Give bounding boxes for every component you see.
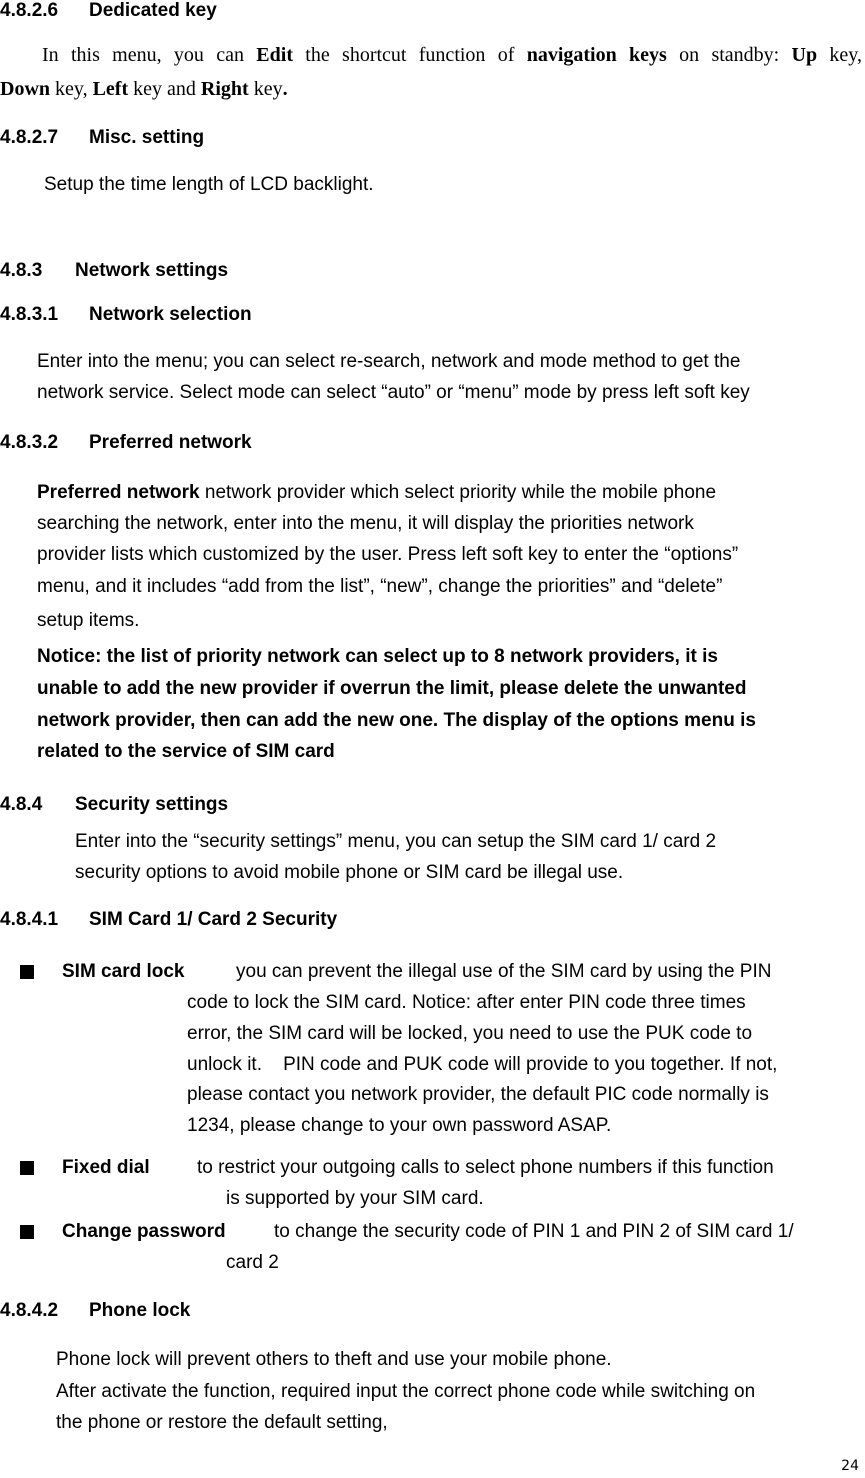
section-number: 4.8.2.7 [0, 127, 59, 148]
heading-4-8-3 [0, 260, 228, 282]
paragraph-phone-lock-line2: After activate the function, required input the correct phone code while switching on [56, 1381, 756, 1402]
bullet-text-line: 1234, please change to your own password ASAP. [187, 1115, 612, 1136]
paragraph-network-selection-line1: Enter into the menu; you can select re-search, network and mode method to get the [37, 351, 741, 372]
section-title: Network selection [89, 304, 252, 325]
heading-4-8-4-1 [0, 909, 337, 931]
bullet-label-sim-card-lock: SIM card lock [62, 961, 185, 982]
paragraph-misc-setting: Setup the time length of LCD backlight. [44, 174, 374, 195]
paragraph-network-selection-line2: network service. Select mode can select “auto” or “menu” mode by press left soft key [37, 382, 750, 403]
bullet-text-line: is supported by your SIM card. [226, 1188, 484, 1209]
paragraph-preferred-network-line1: Preferred network network provider which select priority while the mobile phone [37, 482, 717, 503]
section-number: 4.8.4 [0, 794, 43, 815]
heading-4-8-3-2 [0, 432, 252, 454]
section-title: Phone lock [89, 1300, 191, 1321]
section-title: Dedicated key [89, 0, 217, 21]
heading-4-8-4 [0, 794, 228, 816]
paragraph-preferred-network-line3: provider lists which customized by the user. Press left soft key to enter the “options” [37, 544, 739, 565]
heading-4-8-2-6 [0, 0, 217, 22]
bullet-square-icon [20, 1225, 34, 1239]
paragraph-dedicated-key-line1: In this menu, you can Edit the shortcut function of navigation keys on standby: Up key, [42, 44, 863, 66]
paragraph-preferred-network-line5: setup items. [37, 610, 140, 631]
section-number: 4.8.4.2 [0, 1300, 59, 1321]
section-title: SIM Card 1/ Card 2 Security [89, 909, 338, 930]
paragraph-security-settings-line2: security options to avoid mobile phone or SIM card be illegal use. [75, 862, 624, 883]
paragraph-phone-lock-line1: Phone lock will prevent others to theft and use your mobile phone. [56, 1349, 612, 1370]
paragraph-preferred-network-line4: menu, and it includes “add from the list”, “new”, change the priorities” and “delete” [37, 576, 723, 597]
section-title: Misc. setting [89, 127, 205, 148]
paragraph-dedicated-key-line2: Down key, Left key and Right key. [0, 78, 288, 100]
section-title: Preferred network [89, 432, 252, 453]
bullet-label-fixed-dial: Fixed dial [62, 1157, 150, 1178]
bullet-text-line: please contact you network provider, the default PIC code normally is [187, 1084, 769, 1105]
page-number: 24 [841, 1458, 859, 1474]
section-number: 4.8.3.1 [0, 304, 59, 325]
bullet-text-line: unlock it. PIN code and PUK code will provide to you together. If not, [187, 1054, 778, 1075]
heading-4-8-4-2 [0, 1300, 190, 1322]
bullet-text-line: code to lock the SIM card. Notice: after enter PIN code three times [187, 992, 746, 1013]
bullet-text-line: card 2 [226, 1252, 279, 1273]
section-title: Security settings [75, 794, 229, 815]
paragraph-security-settings-line1: Enter into the “security settings” menu, you can setup the SIM card 1/ card 2 [75, 831, 717, 852]
bullet-text-line: to restrict your outgoing calls to select phone numbers if this function [197, 1157, 774, 1178]
section-number: 4.8.3.2 [0, 432, 59, 453]
bullet-square-icon [20, 1161, 34, 1175]
notice-line3: network provider, then can add the new one. The display of the options menu is [37, 710, 756, 731]
section-title: Network settings [75, 260, 229, 281]
bullet-text-line: to change the security code of PIN 1 and PIN 2 of SIM card 1/ [274, 1221, 794, 1242]
bullet-square-icon [20, 965, 34, 979]
notice-line1: Notice: the list of priority network can select up to 8 network providers, it is [37, 646, 718, 667]
bullet-text-line: error, the SIM card will be locked, you need to use the PUK code to [187, 1023, 753, 1044]
section-number: 4.8.3 [0, 260, 43, 281]
bullet-label-change-password: Change password [62, 1221, 226, 1242]
section-number: 4.8.2.6 [0, 0, 59, 21]
section-number: 4.8.4.1 [0, 909, 59, 930]
bullet-text-line: you can prevent the illegal use of the SIM card by using the PIN [236, 961, 772, 982]
heading-4-8-3-1 [0, 304, 252, 326]
notice-line4: related to the service of SIM card [37, 741, 335, 762]
heading-4-8-2-7 [0, 127, 204, 149]
notice-line2: unable to add the new provider if overrun the limit, please delete the unwanted [37, 678, 747, 699]
paragraph-preferred-network-line2: searching the network, enter into the menu, it will display the priorities network [37, 513, 694, 534]
paragraph-phone-lock-line3: the phone or restore the default setting, [56, 1412, 388, 1433]
